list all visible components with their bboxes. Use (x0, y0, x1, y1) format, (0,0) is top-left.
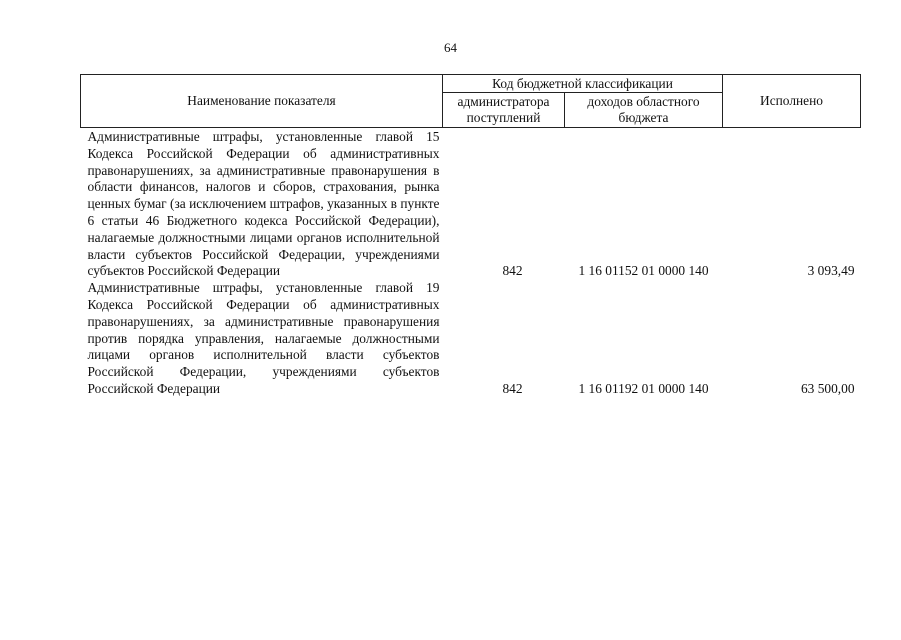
row-income-code: 1 16 01192 01 0000 140 (578, 380, 709, 396)
table-header (81, 75, 861, 128)
row-amount: 63 500,00 (800, 380, 855, 396)
row-admin-code: 842 (502, 263, 523, 279)
row-admin-code: 842 (502, 380, 523, 396)
header-indicator-name: Наименование показателя (81, 75, 443, 128)
table-row (81, 280, 861, 398)
header-income-code: доходов областного бюджета (565, 93, 723, 128)
table-row (81, 128, 861, 281)
row-amount: 3 093,49 (807, 263, 855, 279)
header-budget-code-group: Код бюджетной классификации (443, 75, 723, 93)
budget-table (80, 74, 861, 398)
table-body (81, 128, 861, 398)
header-executed: Исполнено (723, 75, 861, 128)
page-number: 64 (444, 40, 457, 55)
header-admin-code: администратора поступлений (443, 93, 565, 128)
row-income-code: 1 16 01152 01 0000 140 (578, 263, 709, 279)
row-indicator-name: Административные штрафы, установленные главой 19 Кодекса Российской Федерации об административных правонарушениях, за административные правонарушения против порядка управления, налагаемые должностными лицами органов исполнительной власти субъектов Российской Федерации, учреждениями субъектов Российской Федерации (87, 280, 440, 396)
row-indicator-name: Административные штрафы, установленные главой 15 Кодекса Российской Федерации об административных правонарушениях, за административные правонарушения в области финансов, налогов и сборов, страхования, рынка ценных бумаг (за исключением штрафов, указанных в пункте 6 статьи 46 Бюджетного кодекса Российской Федерации), налагаемые должностными лицами органов исполнительной власти субъектов Российской Федерации, учреждениями субъектов Российской Федерации (87, 129, 440, 279)
